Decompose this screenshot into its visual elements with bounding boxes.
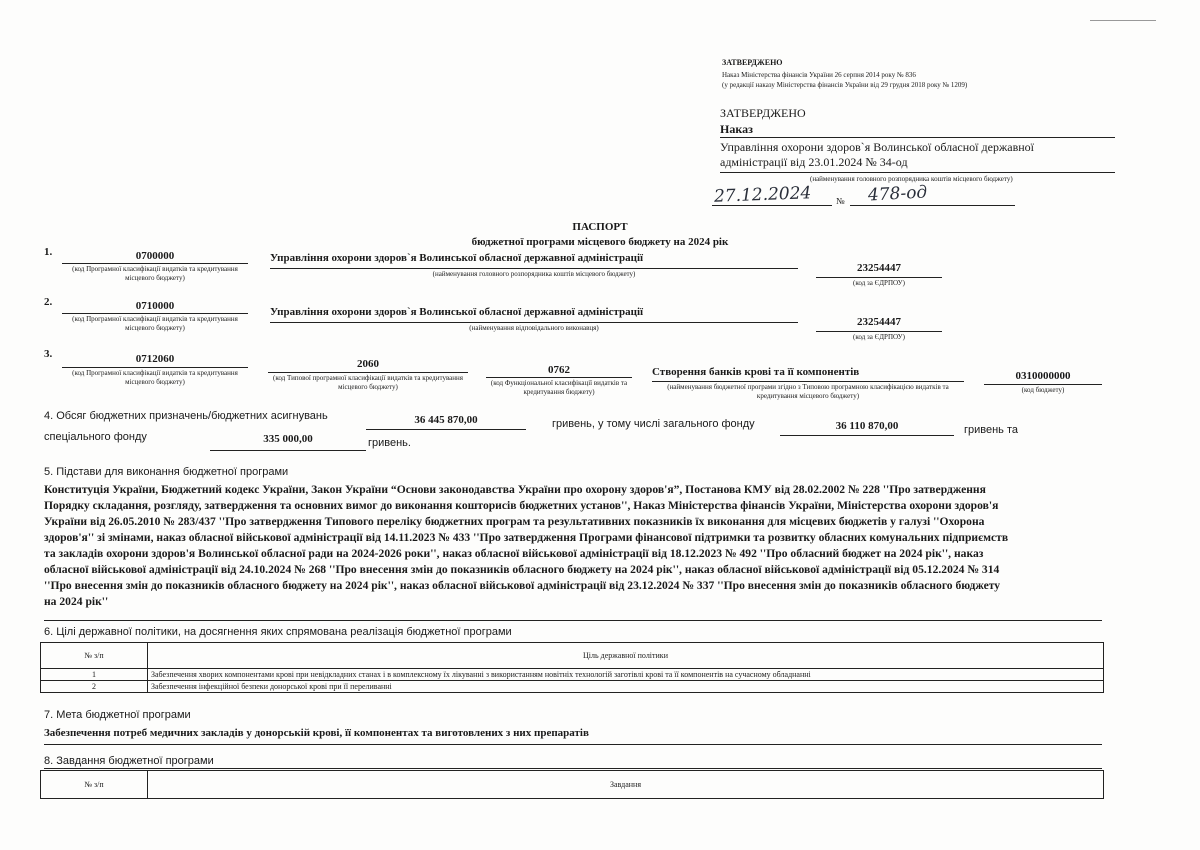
sec4-special-label: спеціального фонду (44, 431, 147, 443)
col-goal-header: Ціль державної політики (148, 643, 1104, 669)
sec4-special: 335 000,00 (263, 433, 313, 445)
table-row (41, 669, 1104, 681)
sec6-title: 6. Цілі державної політики, на досягнення яких спрямована реалізація бюджетної програми (44, 626, 512, 638)
sec5-line: на 2024 рік'' (44, 594, 109, 608)
row1-code: 0700000 (135, 250, 175, 262)
row2-code-caption: (код Програмної класифікації видатків та кредитування місцевого бюджету) (72, 315, 238, 332)
row-num: 2 (41, 681, 148, 693)
top-rule (1090, 20, 1156, 21)
col-num-header: № з/п (41, 643, 148, 669)
sec4-label: 4. Обсяг бюджетних призначень/бюджетних асигнувань (44, 410, 328, 422)
col-task-header: Завдання (148, 771, 1104, 799)
row1-name-caption: (найменування головного розпорядника коштів місцевого бюджету) (432, 270, 636, 278)
row2-name: Управління охорони здоров`я Волинської обласної державної адміністрації (270, 306, 644, 318)
sec5-text (44, 482, 1104, 610)
row1-name: Управління охорони здоров`я Волинської обласної державної адміністрації (270, 252, 644, 264)
row3-budget-caption: (код бюджету) (1021, 386, 1065, 394)
sec7-title: 7. Мета бюджетної програми (44, 709, 191, 721)
sec4-general: 36 110 870,00 (835, 420, 899, 432)
sec5-line: України від 26.05.2010 № 283/437 ''Про затвердження Типового переліку бюджетних програм та результативних показників їх виконання для місцевих бюджетів у галузі ''Охорона (44, 514, 985, 528)
sec4-mid: гривень, у тому числі загального фонду (552, 418, 755, 430)
sec5-title: 5. Підстави для виконання бюджетної програми (44, 466, 289, 478)
sec5-line: та закладів охорони здоров'я Волинської обласної ради на 2024-2026 роки'', наказ обласної військової адміністрації від 18.12.2023 № 492 ''Про обласний бюджет на 2024 рік'', наказ (44, 546, 984, 560)
number-sign: № (836, 196, 845, 206)
order-label: Наказ (720, 122, 753, 136)
col-num-header: № з/п (41, 771, 148, 799)
row-goal: Забезпечення хворих компонентами крові при невідкладних станах і в комплексному їх лікуванні з використанням новітніх технологій заготівлі крові та її компонентів на сучасному обладнанні (148, 669, 1104, 681)
row1-num: 1. (44, 246, 53, 258)
sec5-line: здоров'я'' зі змінами, наказ обласної військової адміністрації від 14.11.2023 № 433 ''Про затвердження Програми фінансової підтримки та розвитку обласних комунальних підприємств (44, 530, 1009, 544)
row2-edrpou-caption: (код за ЄДРПОУ) (853, 333, 905, 341)
table-header-row (41, 771, 1104, 799)
approved-label: ЗАТВЕРДЖЕНО (722, 58, 783, 67)
row3-code-caption: (код Програмної класифікації видатків та кредитування місцевого бюджету) (72, 369, 238, 386)
row3-program-caption: (найменування бюджетної програми згідно з Типовою програмною класифікацією видатків та кредитування місцевого бюджету) (667, 383, 949, 400)
passport-subtitle: бюджетної програми місцевого бюджету на 2024 рік (471, 236, 729, 248)
row3-typical-code: 2060 (357, 358, 379, 370)
sec4-special-tail: гривень. (368, 437, 411, 449)
row3-code: 0712060 (135, 353, 175, 365)
sec4-total: 36 445 870,00 (414, 414, 478, 426)
order-caption: (найменування головного розпорядника коштів місцевого бюджету) (810, 175, 1013, 183)
row2-name-caption: (найменування відповідального виконавця) (469, 324, 599, 332)
row3-num: 3. (44, 348, 53, 360)
handwritten-date: 27.12.2024 (713, 183, 812, 207)
row1-edrpou: 23254447 (857, 262, 901, 274)
sec5-line: ''Про внесення змін до показників обласного бюджету на 2024 рік'', наказ обласної військової адміністрації від 23.12.2024 № 337 ''Про внесення змін до показників обласного бюджету (44, 578, 1001, 592)
row1-edrpou-caption: (код за ЄДРПОУ) (853, 279, 905, 287)
row3-typical-caption: (код Типової програмної класифікації видатків та кредитування місцевого бюджету) (273, 374, 463, 391)
row2-code: 0710000 (135, 300, 175, 312)
row3-program-name: Створення банків крові та її компонентів (652, 366, 860, 378)
row-num: 1 (41, 669, 148, 681)
order-line2: адміністрації від 23.01.2024 № 34-од (720, 155, 908, 169)
approved-label-2: ЗАТВЕРДЖЕНО (720, 106, 806, 120)
goals-table (40, 642, 1104, 693)
approval-order-revision: (у редакції наказу Міністерства фінансів України від 29 грудня 2018 року № 1209) (722, 81, 968, 89)
sec4-tail: гривень та (964, 424, 1019, 436)
row3-func-code: 0762 (548, 364, 570, 376)
handwritten-number: 478-од (867, 182, 928, 206)
sec5-line: обласної військової адміністрації від 24.10.2024 № 268 ''Про внесення змін до показників обласного бюджету на 2024 рік'', наказ обласної військової адміністрації від 05.12.2024 № 314 (44, 562, 1000, 576)
sec7-text: Забезпечення потреб медичних закладів у донорській крові, її компонентах та виготовлених з них препаратів (44, 727, 589, 739)
row2-num: 2. (44, 296, 53, 308)
tasks-table (40, 770, 1104, 799)
row2-edrpou: 23254447 (857, 316, 901, 328)
sec8-title: 8. Завдання бюджетної програми (44, 755, 214, 767)
order-line1: Управління охорони здоров`я Волинської обласної державної (720, 140, 1034, 154)
row1-code-caption: (код Програмної класифікації видатків та кредитування місцевого бюджету) (72, 265, 238, 282)
sec5-line: Порядку складання, розгляду, затвердження та основних вимог до виконання кошторисів бюджетних установ'', Наказ Міністерства фінансів України, Міністерства охорони здоров'я (44, 498, 999, 512)
table-header-row (41, 643, 1104, 669)
approval-order: Наказ Міністерства фінансів України 26 серпня 2014 року № 836 (722, 71, 916, 79)
row3-budget-code: 0310000000 (1015, 370, 1071, 382)
sec5-line: Конституція України, Бюджетний кодекс України, Закон України “Основи законодавства України про охорону здоров'я”, Постанова КМУ від 28.02.2002 № 228 ''Про затвердження (44, 483, 986, 496)
row3-func-caption: (код Функціональної класифікації видатків та кредитування бюджету) (490, 379, 628, 396)
row-goal: Забезпечення інфекційної безпеки донорської крові при її переливанні (148, 681, 1104, 693)
passport-title: ПАСПОРТ (572, 221, 628, 233)
table-row (41, 681, 1104, 693)
